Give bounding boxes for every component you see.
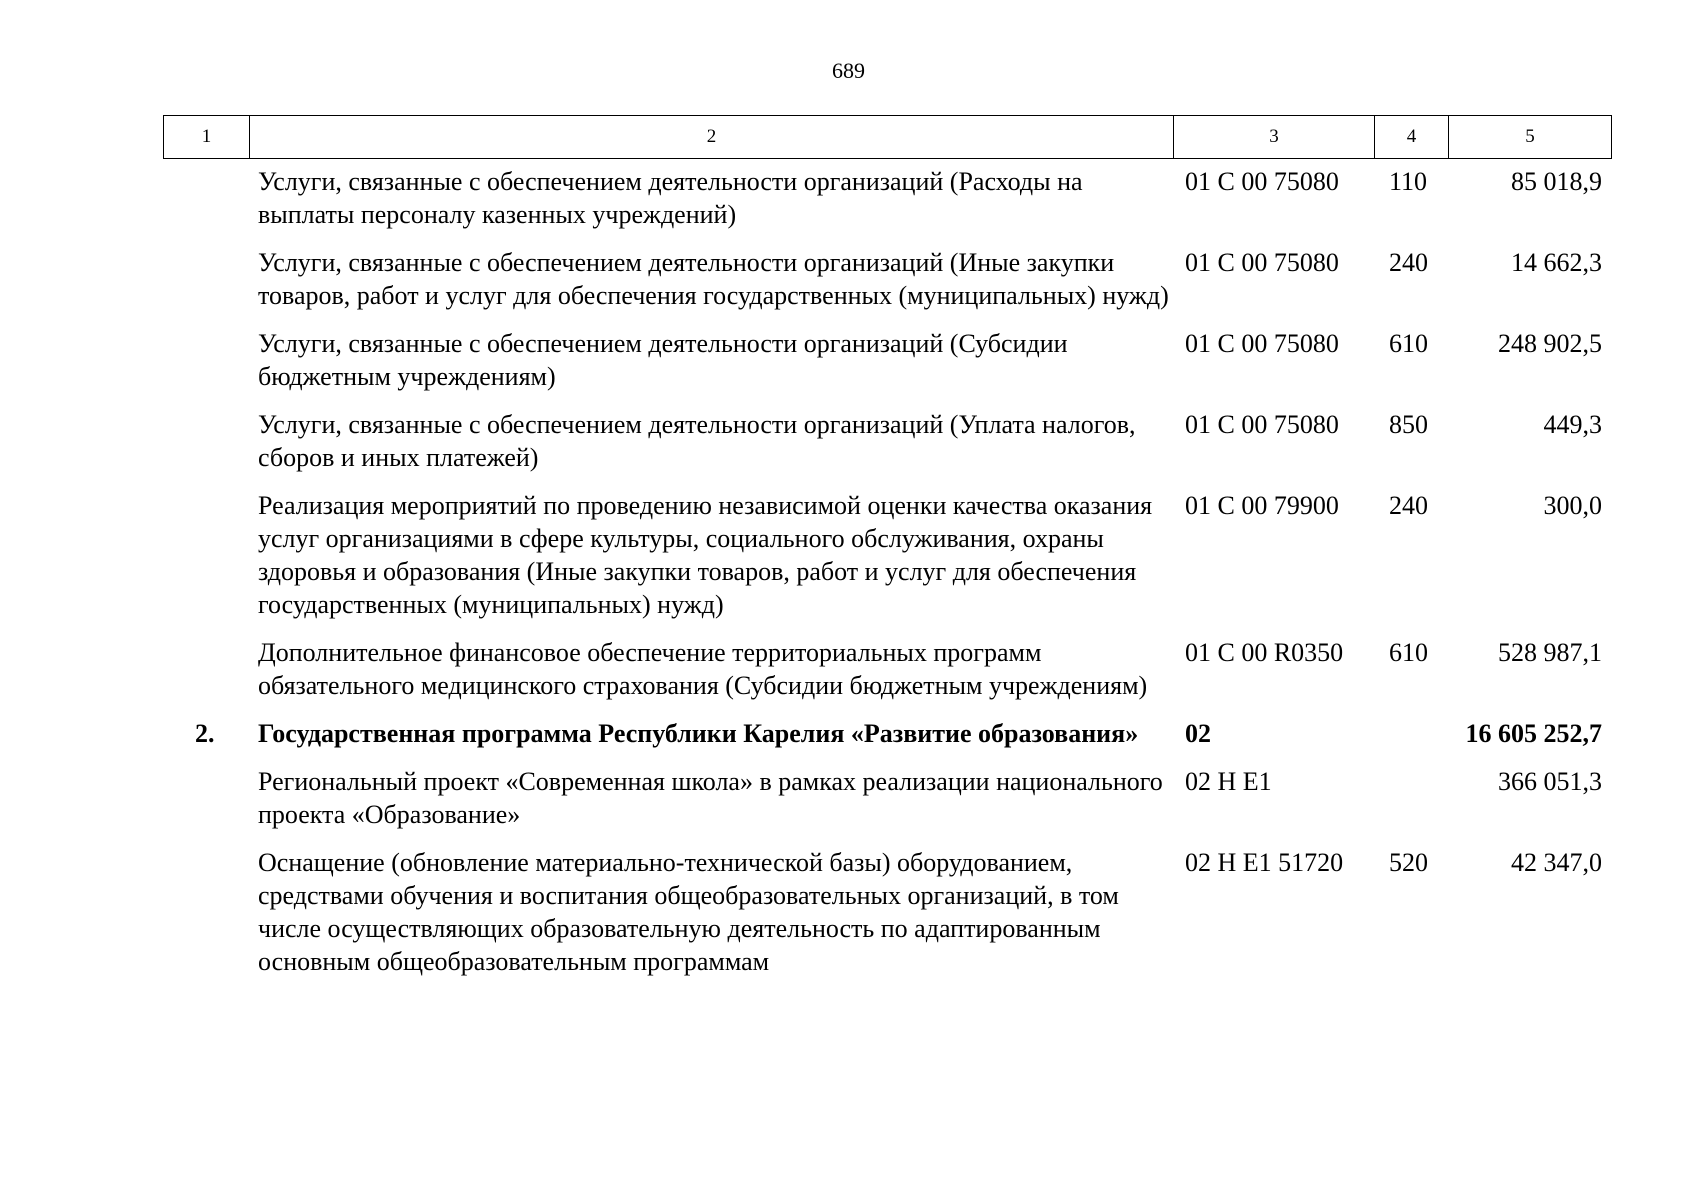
table-row [163,489,1611,621]
table-body [163,165,1611,993]
row-number [163,636,249,702]
row-number [163,846,249,978]
row-type: 850 [1389,410,1428,439]
row-type: 610 [1389,638,1428,667]
page-number: 689 [832,58,865,83]
row-number [163,165,249,231]
header-col-2: 2 [250,116,1174,159]
row-code: 01 С 00 R0350 [1185,638,1344,667]
row-number: 2. [195,719,215,748]
table-row [163,765,1611,831]
row-name: Реализация мероприятий по проведению независимой оценки качества оказания услуг организациями в сфере культуры, социального обслуживания, охраны здоровья и образования (Иные закупки товаров, работ и услуг для обеспечения государственных (муниципальных) нужд) [258,491,1153,619]
row-code: 01 С 00 79900 [1185,491,1339,520]
row-name: Оснащение (обновление материально-технической базы) оборудованием, средствами обучения и воспитания общеобразовательных организаций, в том числе осуществляющих образовательную деятельность по адаптированным основным общеобразовательным программам [258,848,1119,976]
row-type: 610 [1389,329,1428,358]
row-code: 02 Н Е1 [1185,767,1272,796]
header-col-4: 4 [1375,116,1449,159]
row-code: 02 Н Е1 51720 [1185,848,1344,877]
row-name: Услуги, связанные с обеспечением деятельности организаций (Расходы на выплаты персоналу казенных учреждений) [258,167,1083,229]
row-number [163,489,249,621]
header-col-3: 3 [1174,116,1375,159]
row-amount: 42 347,0 [1511,848,1602,877]
row-number [163,408,249,474]
row-amount: 248 902,5 [1498,329,1602,358]
row-number [163,327,249,393]
row-amount: 16 605 252,7 [1465,719,1602,748]
row-type [1374,717,1448,750]
row-code: 01 С 00 75080 [1185,410,1339,439]
row-code: 02 [1185,719,1211,748]
table-row-program [163,717,1611,750]
row-type: 110 [1389,167,1428,196]
header-col-5: 5 [1449,116,1612,159]
row-name: Услуги, связанные с обеспечением деятельности организаций (Субсидии бюджетным учреждениям) [258,329,1068,391]
row-type: 240 [1389,491,1428,520]
row-number [163,246,249,312]
row-code: 01 С 00 75080 [1185,248,1339,277]
table-row [163,846,1611,978]
row-type: 240 [1389,248,1428,277]
row-amount: 14 662,3 [1511,248,1602,277]
table-row [163,246,1611,312]
table-row [163,165,1611,231]
row-code: 01 С 00 75080 [1185,167,1339,196]
table-row [163,636,1611,702]
row-amount: 528 987,1 [1498,638,1602,667]
row-amount: 300,0 [1543,491,1602,520]
header-row [164,116,1612,159]
row-name: Услуги, связанные с обеспечением деятельности организаций (Иные закупки товаров, работ и услуг для обеспечения государственных (муниципальных) нужд) [258,248,1169,310]
table-header [163,115,1612,159]
row-amount: 85 018,9 [1511,167,1602,196]
row-code: 01 С 00 75080 [1185,329,1339,358]
row-amount: 449,3 [1543,410,1602,439]
row-name: Региональный проект «Современная школа» в рамках реализации национального проекта «Образование» [258,767,1163,829]
header-col-1: 1 [164,116,250,159]
table-row [163,327,1611,393]
row-name: Дополнительное финансовое обеспечение территориальных программ обязательного медицинского страхования (Субсидии бюджетным учреждениям) [258,638,1148,700]
row-type [1374,765,1448,831]
table-row [163,408,1611,474]
row-number [163,765,249,831]
row-amount: 366 051,3 [1498,767,1602,796]
row-type: 520 [1389,848,1428,877]
row-name: Государственная программа Республики Карелия «Развитие образования» [258,719,1139,748]
row-name: Услуги, связанные с обеспечением деятельности организаций (Уплата налогов, сборов и иных платежей) [258,410,1136,472]
